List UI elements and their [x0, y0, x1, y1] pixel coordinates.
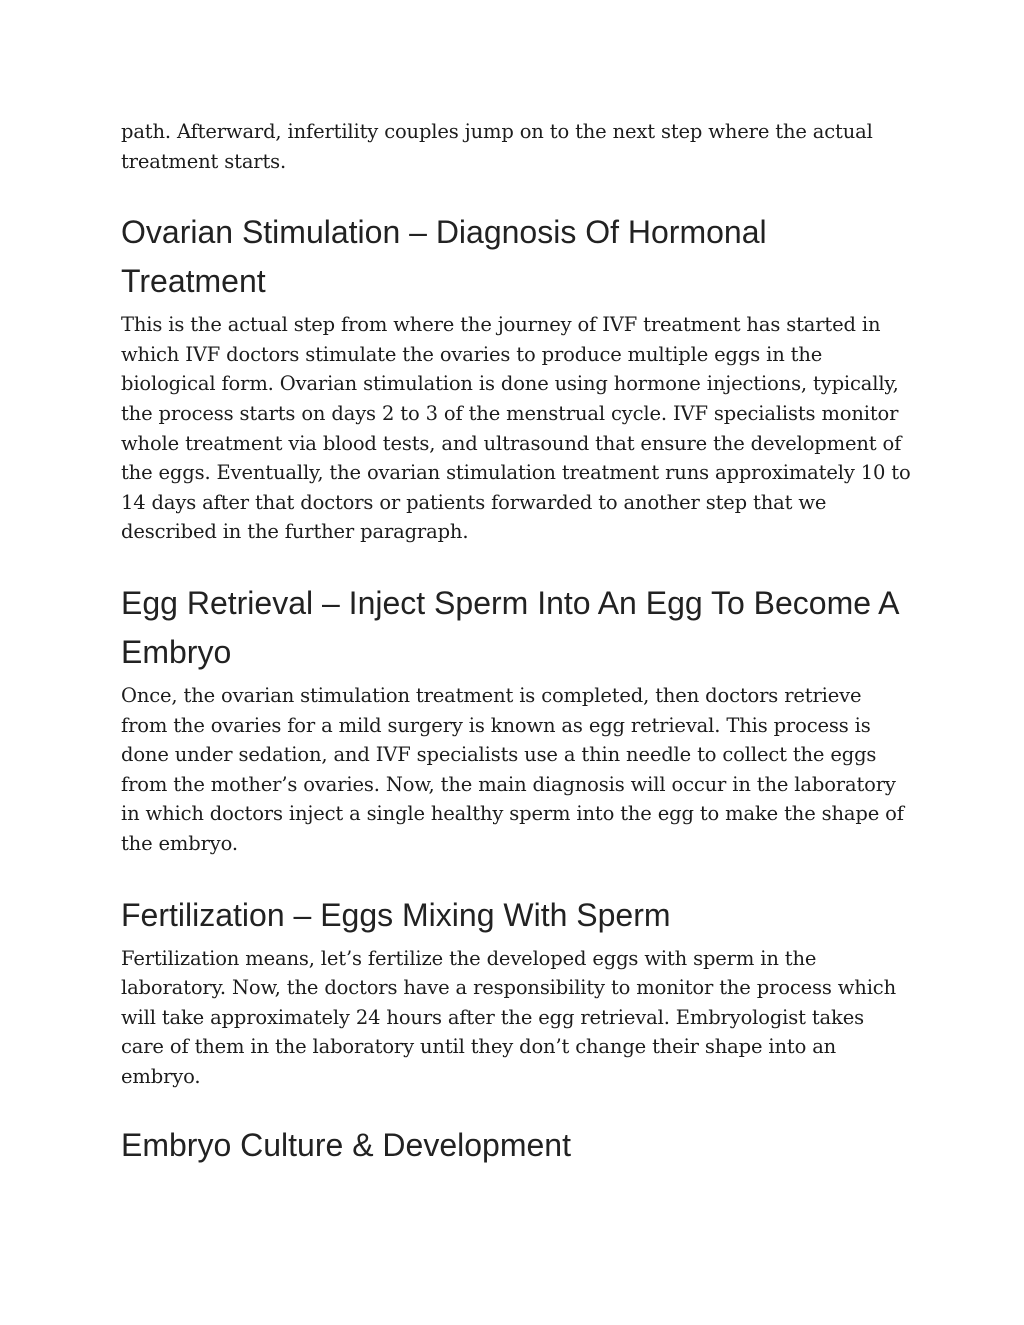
heading-fertilization: Fertilization – Eggs Mixing With Sperm: [121, 896, 671, 933]
intro-paragraph: path. Afterward, infertility couples jump on to the next step where the actual treatment starts.: [121, 120, 873, 173]
heading-embryo-culture: Embryo Culture & Development: [121, 1127, 571, 1164]
paragraph-fertilization: Fertilization means, let’s fertilize the developed eggs with sperm in the laboratory. Now, the doctors have a responsibility to monitor the process which will take approximately 24 hours after the egg retrieval. Embryologist takes care of them in the laboratory until they don’t change their shape into an embryo.: [121, 946, 896, 1088]
paragraph-egg-retrieval: Once, the ovarian stimulation treatment is completed, then doctors retrieve from the ovaries for a mild surgery is known as egg retrieval. This process is done under sedation, and IVF specialists use a thin needle to collect the eggs from the mother’s ovaries. Now, the main diagnosis will occur in the laboratory in which doctors inject a single healthy sperm into the egg to make the shape of the embryo.: [121, 683, 904, 855]
paragraph-ovarian-stimulation: This is the actual step from where the journey of IVF treatment has started in which IVF doctors stimulate the ovaries to produce multiple eggs in the biological form. Ovarian stimulation is done using hormone injections, typically, the process starts on days 2 to 3 of the menstrual cycle. IVF specialists monitor whole treatment via blood tests, and ultrasound that ensure the development of the eggs. Eventually, the ovarian stimulation treatment runs approximately 10 to 14 days after that doctors or patients forwarded to another step that we described in the further paragraph.: [121, 313, 911, 544]
document-page: [121, 117, 911, 1170]
heading-ovarian-stimulation: Ovarian Stimulation – Diagnosis Of Hormonal Treatment: [121, 214, 767, 300]
heading-egg-retrieval: Egg Retrieval – Inject Sperm Into An Egg To Become A Embryo: [121, 584, 898, 670]
